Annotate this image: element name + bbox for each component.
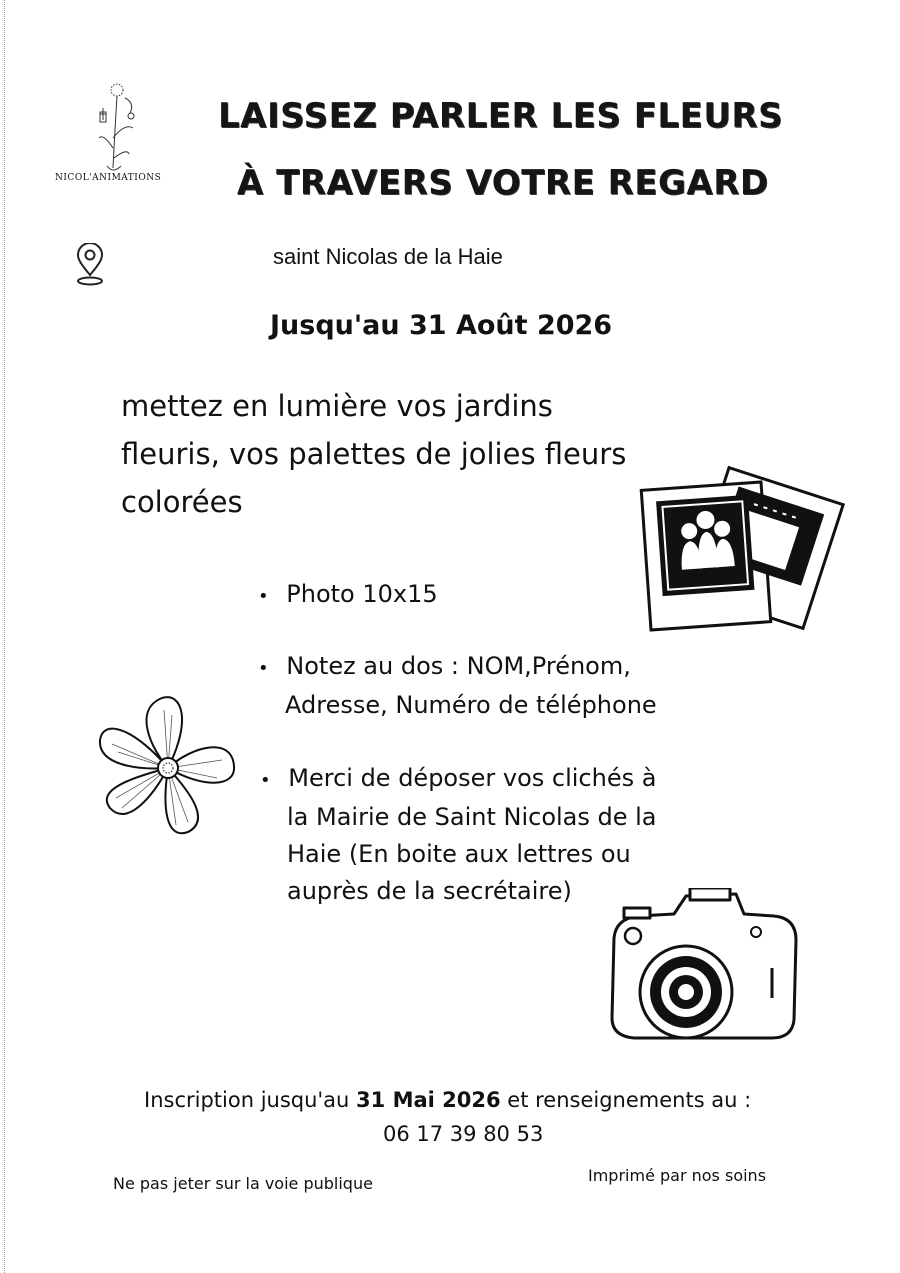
inscription-prefix: Inscription jusqu'au xyxy=(144,1088,357,1112)
flower-icon xyxy=(92,690,244,840)
bullet-notez: • Notez au dos : NOM,Prénom, Adresse, Numéro de téléphone xyxy=(258,648,688,724)
inscription-date: 31 Mai 2026 xyxy=(356,1088,501,1112)
bullet-merci-line-2: la Mairie de Saint Nicolas de la xyxy=(287,803,657,831)
logo-text: NICOL'ANIMATIONS xyxy=(55,173,162,183)
intro-line-3: colorées xyxy=(121,485,243,519)
bullet-merci: • Merci de déposer vos clichés à la Mairie de Saint Nicolas de la Haie (En boite aux lettres ou auprès de la secrétaire) xyxy=(260,760,680,910)
inscription-line xyxy=(144,1088,751,1112)
bullet-photo: • Photo 10x15 xyxy=(258,580,438,608)
intro-text xyxy=(121,382,681,526)
scan-edge xyxy=(4,0,7,1273)
phone-number: 06 17 39 80 53 xyxy=(383,1122,544,1146)
camera-icon xyxy=(604,888,800,1048)
location-name: saint Nicolas de la Haie xyxy=(273,244,503,269)
bullet-merci-line-1: Merci de déposer vos clichés à xyxy=(288,764,657,792)
intro-line-1: mettez en lumière vos jardins xyxy=(121,389,553,423)
right-note: Imprimé par nos soins xyxy=(588,1166,767,1185)
bullet-merci-line-3: Haie (En boite aux lettres ou xyxy=(287,840,631,868)
title-line-1: LAISSEZ PARLER LES FLEURS xyxy=(218,96,784,136)
bullet-merci-line-4: auprès de la secrétaire) xyxy=(287,877,572,905)
title-line-2: À TRAVERS VOTRE REGARD xyxy=(237,163,769,203)
deadline: Jusqu'au 31 Août 2026 xyxy=(270,310,613,341)
left-note: Ne pas jeter sur la voie publique xyxy=(113,1174,373,1193)
logo xyxy=(55,78,175,198)
inscription-suffix: et renseignements au : xyxy=(500,1088,752,1112)
bullet-photo-text: Photo 10x15 xyxy=(286,580,438,608)
bullet-notez-line-2: Adresse, Numéro de téléphone xyxy=(285,691,657,719)
map-pin-icon xyxy=(72,243,108,287)
bullet-notez-line-1: Notez au dos : NOM,Prénom, xyxy=(286,652,631,680)
intro-line-2: fleuris, vos palettes de jolies fleurs xyxy=(121,437,627,471)
dandelion-logo-icon xyxy=(55,78,175,178)
